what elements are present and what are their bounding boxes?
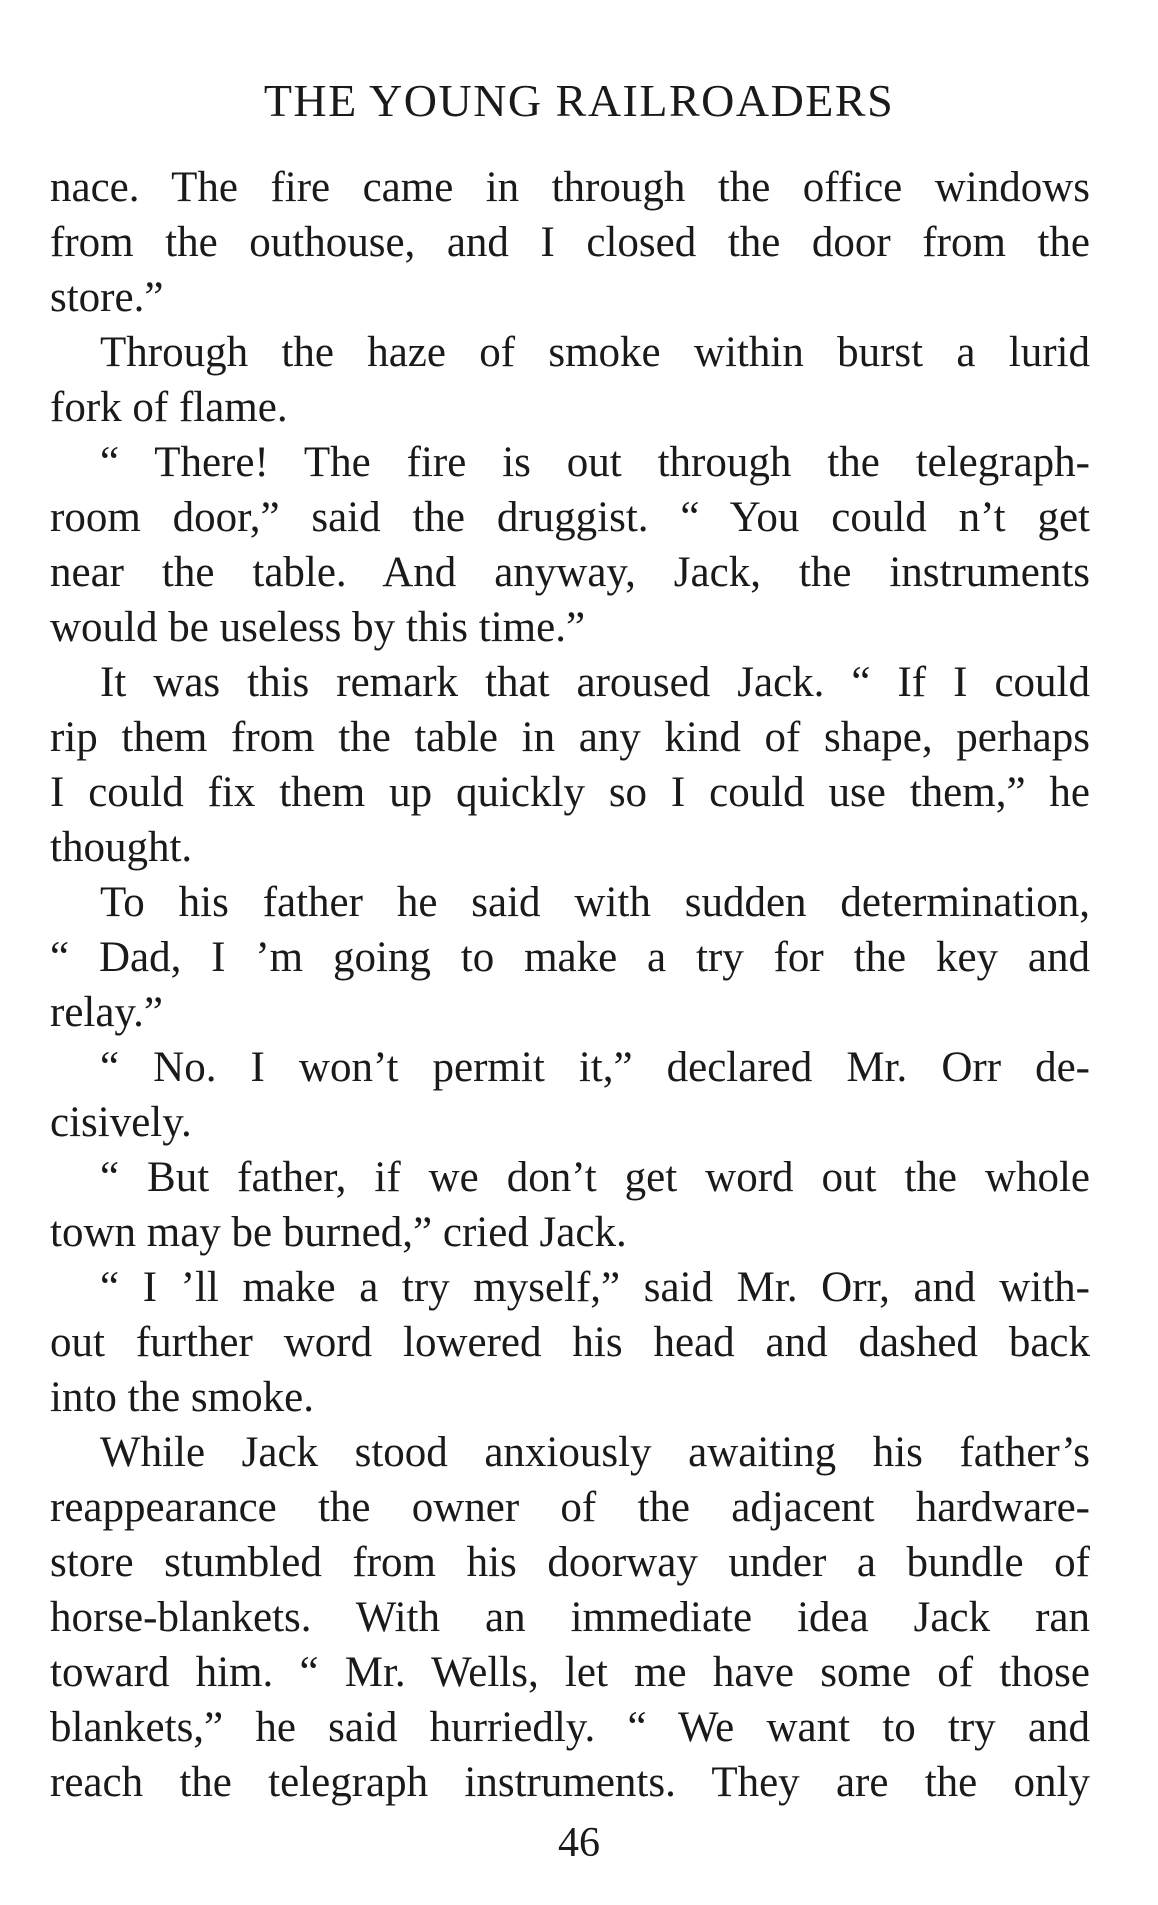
text-line: fork of flame.	[50, 384, 288, 431]
text-line: I could fix them up quickly so I could use them,” he	[50, 769, 1090, 816]
text-line: While Jack stood anxiously awaiting his father’s	[100, 1429, 1090, 1476]
text-line: It was this remark that aroused Jack. “ If I could	[100, 659, 1090, 706]
text-line: from the outhouse, and I closed the door from the	[50, 219, 1090, 266]
text-line: “ Dad, I ’m going to make a try for the key and	[50, 934, 1090, 981]
text-line: blankets,” he said hurriedly. “ We want to try and	[50, 1704, 1090, 1751]
text-line: reappearance the owner of the adjacent hardware-	[50, 1484, 1090, 1531]
text-line: town may be burned,” cried Jack.	[50, 1209, 627, 1256]
text-line: “ But father, if we don’t get word out the whole	[100, 1154, 1090, 1201]
text-line: nace. The fire came in through the office windows	[50, 164, 1090, 211]
running-head: THE YOUNG RAILROADERS	[263, 75, 895, 126]
text-line: into the smoke.	[50, 1374, 314, 1421]
text-line: thought.	[50, 824, 193, 871]
text-line: reach the telegraph instruments. They are the only	[50, 1759, 1090, 1806]
text-line: “ I ’ll make a try myself,” said Mr. Orr, and with-	[100, 1264, 1090, 1311]
text-line: store.”	[50, 274, 164, 321]
text-line: would be useless by this time.”	[50, 604, 586, 651]
text-line: relay.”	[50, 989, 163, 1036]
text-line: out further word lowered his head and dashed back	[50, 1319, 1090, 1366]
text-line: Through the haze of smoke within burst a lurid	[100, 329, 1090, 376]
text-line: “ There! The fire is out through the telegraph-	[100, 439, 1090, 486]
text-line: toward him. “ Mr. Wells, let me have some of those	[50, 1649, 1090, 1696]
text-line: horse-blankets. With an immediate idea Jack ran	[50, 1594, 1090, 1641]
page-number: 46	[558, 1820, 600, 1866]
text-line: cisively.	[50, 1099, 192, 1146]
text-line: rip them from the table in any kind of shape, perhaps	[50, 714, 1090, 761]
text-line: near the table. And anyway, Jack, the instruments	[50, 549, 1090, 596]
text-line: “ No. I won’t permit it,” declared Mr. Orr de-	[100, 1044, 1090, 1091]
text-line: To his father he said with sudden determination,	[100, 879, 1090, 926]
body-text	[50, 160, 1090, 1810]
text-line: store stumbled from his doorway under a bundle of	[50, 1539, 1090, 1586]
text-line: room door,” said the druggist. “ You could n’t get	[50, 494, 1090, 541]
